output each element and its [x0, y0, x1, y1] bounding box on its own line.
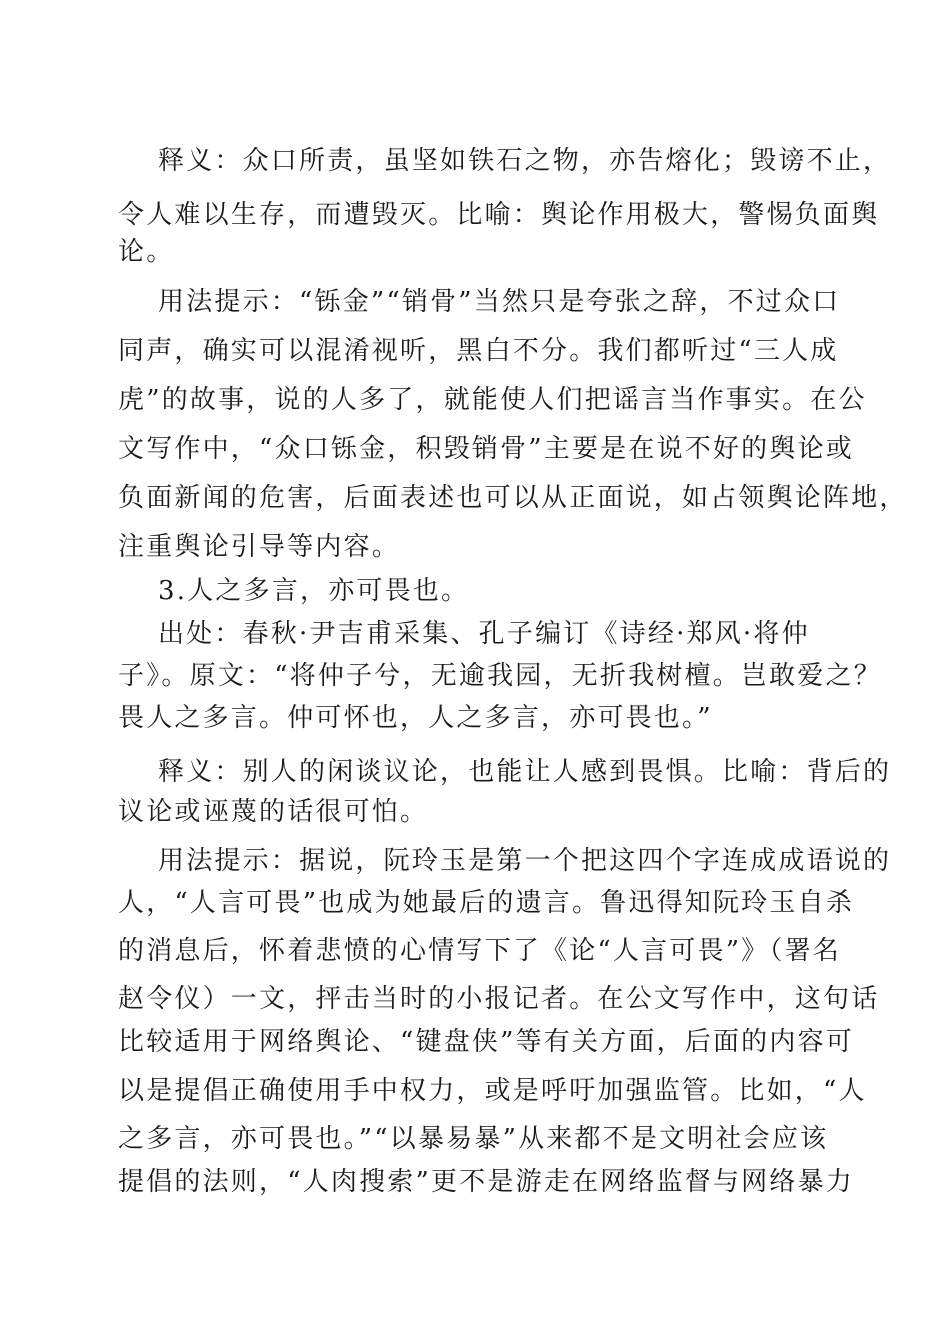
paragraph-line: 人，“人言可畏”也成为她最后的遗言。鲁迅得知阮玲玉自杀	[118, 888, 854, 918]
paragraph-line: 负面新闻的危害，后面表述也可以从正面说，如占领舆论阵地，	[118, 483, 908, 513]
paragraph-line: 令人难以生存，而遭毁灭。比喻：舆论作用极大，警惕负面舆	[118, 200, 880, 230]
paragraph-line: 虎”的故事，说的人多了，就能使人们把谣言当作事实。在公	[118, 385, 867, 415]
paragraph-line: 论。	[118, 237, 175, 267]
paragraph-line: 文写作中，“众口铄金，积毁销骨”主要是在说不好的舆论或	[118, 434, 854, 464]
paragraph-line: 出处：春秋·尹吉甫采集、孔子编订《诗经·郑风·将仲	[158, 619, 810, 649]
paragraph-line: 3.人之多言，亦可畏也。	[158, 576, 470, 606]
paragraph-line: 比较适用于网络舆论、“键盘侠”等有关方面，后面的内容可	[118, 1027, 854, 1057]
paragraph-line: 同声，确实可以混淆视听，黑白不分。我们都听过“三人成	[118, 336, 839, 366]
paragraph-line: 以是提倡正确使用手中权力，或是呼吁加强监管。比如，“人	[118, 1076, 867, 1106]
paragraph-line: 的消息后，怀着悲愤的心情写下了《论“人言可畏”》（署名	[118, 936, 841, 966]
paragraph-line: 提倡的法则，“人肉搜索”更不是游走在网络监督与网络暴力	[118, 1167, 854, 1197]
paragraph-line: 议论或诬蔑的话很可怕。	[118, 797, 429, 827]
paragraph-line: 注重舆论引导等内容。	[118, 532, 401, 562]
paragraph-line: 释义：别人的闲谈议论，也能让人感到畏惧。比喻：背后的	[158, 757, 892, 787]
paragraph-line: 子》。原文：“将仲子兮，无逾我园，无折我树檀。岂敢爱之？	[118, 661, 882, 691]
paragraph-line: 释义：众口所责，虽坚如铁石之物，亦告熔化；毁谤不止，	[158, 146, 892, 176]
paragraph-line: 之多言，亦可畏也。”“以暴易暴”从来都不是文明社会应该	[118, 1124, 829, 1154]
paragraph-line: 赵令仪）一文，抨击当时的小报记者。在公文写作中，这句话	[118, 984, 880, 1014]
paragraph-line: 用法提示：“铄金”“销骨”当然只是夸张之辞，不过众口	[158, 287, 841, 317]
paragraph-line: 用法提示：据说，阮玲玉是第一个把这四个字连成成语说的	[158, 846, 892, 876]
paragraph-line: 畏人之多言。仲可怀也，人之多言，亦可畏也。”	[118, 703, 713, 733]
